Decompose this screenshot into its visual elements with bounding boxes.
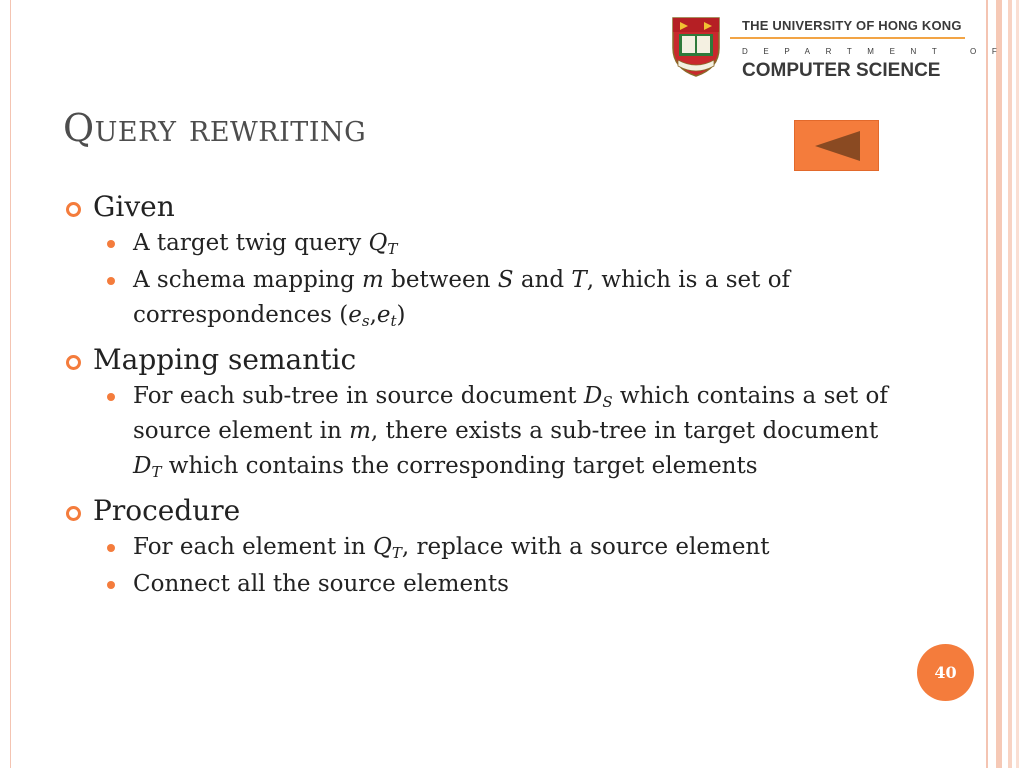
dot-bullet-icon: [107, 393, 115, 401]
university-name: THE UNIVERSITY OF HONG KONG: [742, 18, 962, 33]
dot-bullet-icon: [107, 240, 115, 248]
item-text: and: [513, 267, 572, 293]
logo-rule: [730, 37, 965, 39]
decor-stripe: [996, 0, 1002, 768]
item-text: Connect all the source elements: [133, 571, 509, 597]
section-heading: Procedure: [93, 494, 241, 527]
dot-bullet-icon: [107, 277, 115, 285]
department-label: DEPARTMENT OF: [742, 47, 1013, 56]
section-procedure: [66, 494, 896, 528]
item-text: A schema mapping: [133, 267, 363, 293]
math-sub: T: [151, 463, 162, 481]
math-var: e: [348, 302, 362, 328]
math-sub: s: [361, 312, 370, 330]
section-heading: Given: [93, 190, 175, 223]
ring-bullet-icon: [66, 355, 81, 370]
item-text: , replace with a source element: [401, 534, 770, 560]
math-sub: S: [602, 393, 613, 411]
list-item: [66, 567, 896, 602]
math-var: D: [583, 383, 603, 409]
university-logo: [670, 12, 1013, 81]
math-var: Q: [373, 534, 392, 560]
item-text: A target twig query: [133, 230, 369, 256]
slide-content: [66, 190, 896, 602]
list-item: [66, 530, 896, 565]
school-name: COMPUTER SCIENCE: [742, 60, 941, 81]
dot-bullet-icon: [107, 544, 115, 552]
math-var: m: [349, 418, 371, 444]
math-var: S: [497, 267, 514, 293]
item-text: For each sub-tree in source document: [133, 383, 584, 409]
math-var: Q: [368, 230, 388, 256]
ring-bullet-icon: [66, 506, 81, 521]
math-var: D: [133, 453, 152, 479]
back-button[interactable]: [794, 120, 879, 171]
crest-icon: [670, 14, 722, 78]
slide-title: Query rewriting: [63, 106, 367, 150]
math-sub: T: [387, 240, 398, 258]
math-var: m: [362, 267, 384, 293]
item-text: For each element in: [133, 534, 374, 560]
ring-bullet-icon: [66, 202, 81, 217]
math-var: T: [571, 267, 587, 293]
decor-stripe: [1008, 0, 1012, 768]
back-arrow-icon: [815, 131, 860, 161]
item-text: between: [383, 267, 498, 293]
item-text: which contains a set of source element in: [133, 383, 888, 444]
item-text: , there exists a sub-tree in target document: [370, 418, 879, 444]
math-var: e: [376, 302, 391, 328]
item-text: ,: [369, 302, 377, 328]
list-item: [66, 226, 896, 261]
page-number: 40: [917, 644, 974, 701]
math-sub: t: [390, 312, 397, 330]
dot-bullet-icon: [107, 581, 115, 589]
math-sub: T: [391, 544, 402, 562]
list-item: [66, 263, 896, 333]
item-text: , which is a set of correspondences (: [133, 267, 791, 328]
item-text: which contains the corresponding target elements: [161, 453, 758, 479]
item-text: ): [396, 302, 406, 328]
section-mapping: [66, 343, 896, 377]
section-given: [66, 190, 896, 224]
list-item: [66, 379, 896, 484]
decor-stripe: [1016, 0, 1019, 768]
section-heading: Mapping semantic: [93, 343, 357, 376]
